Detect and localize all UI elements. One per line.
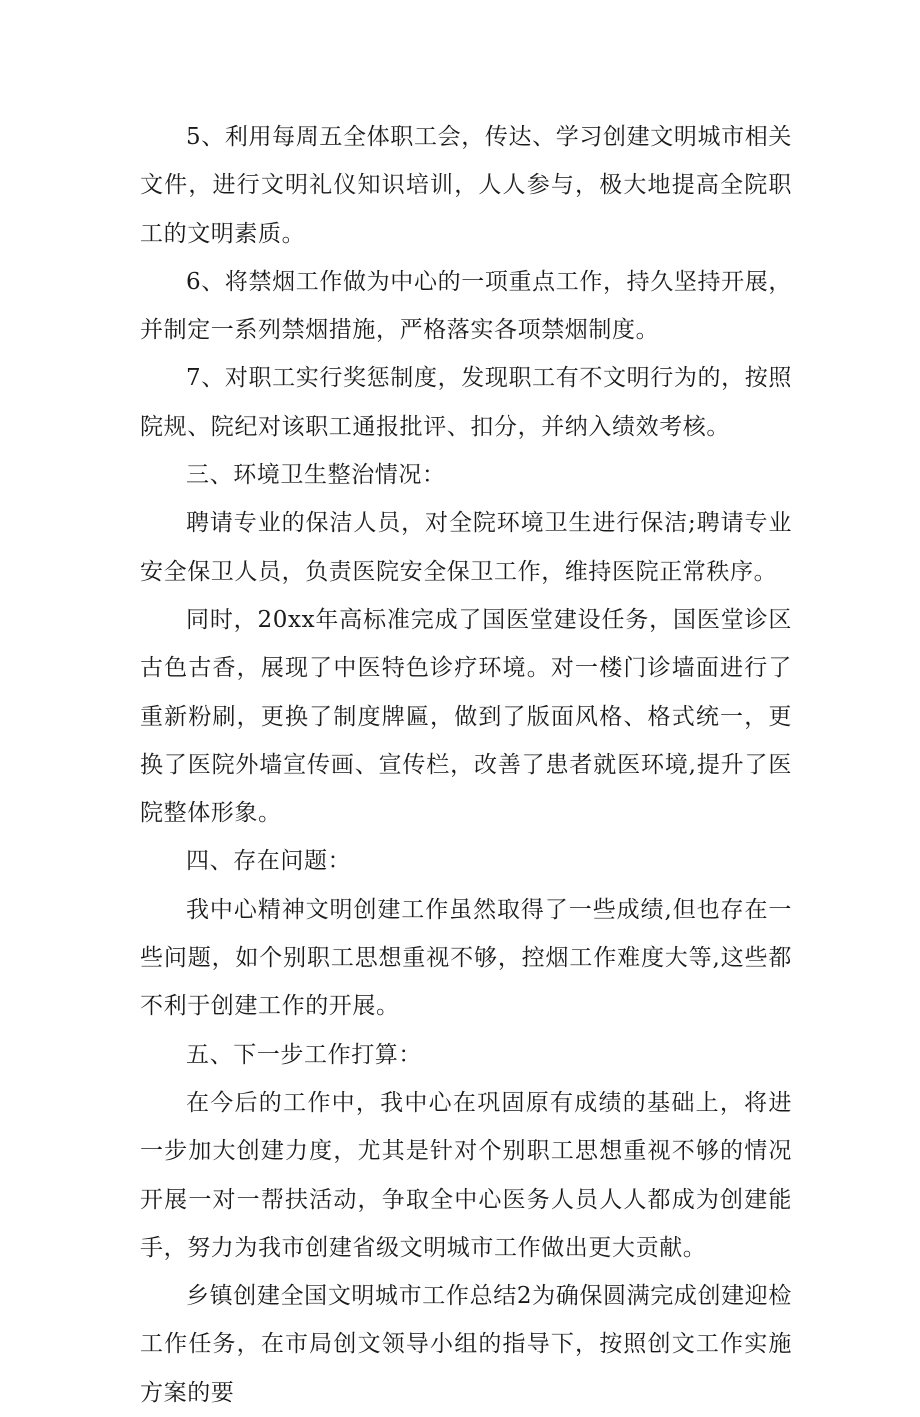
paragraph-next-steps: 在今后的工作中，我中心在巩固原有成绩的基础上，将进一步加大创建力度，尤其是针对个别职工思想重视不够的情况开展一对一帮扶活动，争取全中心医务人员人人都成为创建能手，努力为我市创建省级文明城市工作做出更大贡献。 (140, 1089, 792, 1261)
paragraph-cleaning-staff: 聘请专业的保洁人员，对全院环境卫生进行保洁;聘请专业安全保卫人员，负责医院安全保卫工作，维持医院正常秩序。 (140, 510, 792, 585)
paragraph-problems: 我中心精神文明创建工作虽然取得了一些成绩,但也存在一些问题，如个别职工思想重视不够，控烟工作难度大等,这些都不利于创建工作的开展。 (140, 896, 792, 1020)
paragraph-item-5: 5、利用每周五全体职工会，传达、学习创建文明城市相关文件，进行文明礼仪知识培训，人人参与，极大地提高全院职工的文明素质。 (140, 124, 792, 247)
paragraph-item-6: 6、将禁烟工作做为中心的一项重点工作，持久坚持开展，并制定一系列禁烟措施，严格落实各项禁烟制度。 (140, 268, 792, 344)
document-body (140, 113, 792, 1417)
section-heading-problems: 四、存在问题： (186, 848, 352, 875)
section-heading-environment: 三、环境卫生整治情况： (186, 462, 446, 489)
paragraph-summary-2: 乡镇创建全国文明城市工作总结2为确保圆满完成创建迎检工作任务，在市局创文领导小组的指导下，按照创文工作实施方案的要 (140, 1283, 792, 1406)
section-heading-next-steps: 五、下一步工作打算： (186, 1041, 422, 1068)
paragraph-clinic-renovation: 同时，20xx年高标准完成了国医堂建设任务，国医堂诊区古色古香，展现了中医特色诊疗环境。对一楼门诊墙面进行了重新粉刷，更换了制度牌匾，做到了版面风格、格式统一，更换了医院外墙宣传画、宣传栏，改善了患者就医环境,提升了医院整体形象。 (140, 606, 792, 827)
paragraph-item-7: 7、对职工实行奖惩制度，发现职工有不文明行为的，按照院规、院纪对该职工通报批评、扣分，并纳入绩效考核。 (140, 365, 792, 440)
